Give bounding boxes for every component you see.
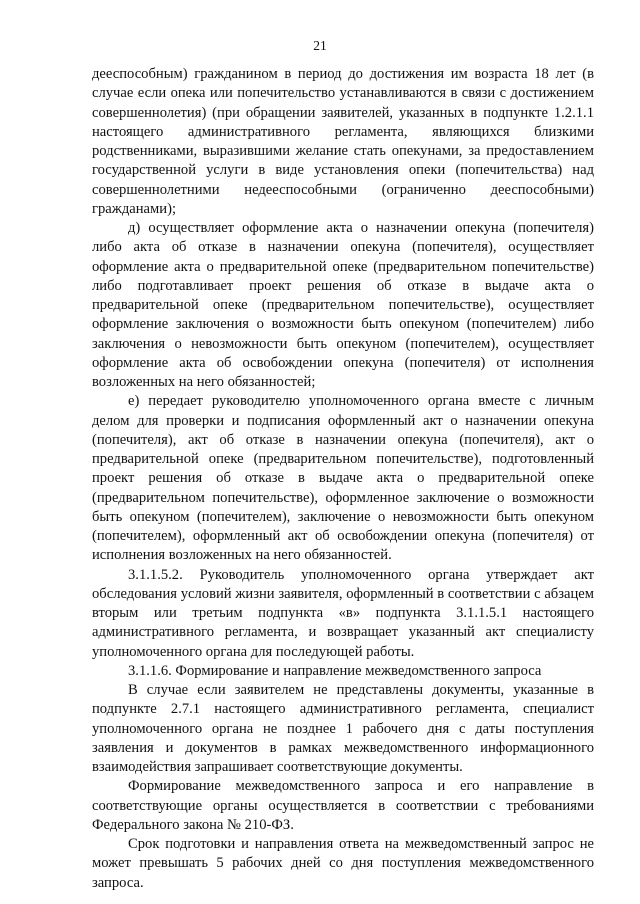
paragraph-3-1-1-5-2: 3.1.1.5.2. Руководитель уполномоченного органа утверждает акт обследования условий жизни заявителя, оформленный в соответствии с абзацем вторым или третьим подпункта «в» подпункта 3.1.1.5.1 настоящего административного регламента, и возвращает указанный акт специалисту уполномоченного органа для последующей работы. (92, 566, 594, 660)
document-body (92, 65, 594, 893)
section-heading-3-1-1-6: 3.1.1.6. Формирование и направление межведомственного запроса (128, 662, 542, 679)
page-number: 21 (313, 38, 327, 53)
paragraph-request-formation: Формирование межведомственного запроса и его направление в соответствующие органы осуществляется в соответствии с требованиями Федерального закона № 210-ФЗ. (92, 778, 594, 833)
paragraph-response-deadline: Срок подготовки и направления ответа на межведомственный запрос не может превышать 5 рабочих дней со дня поступления межведомственного запроса. (92, 836, 594, 891)
paragraph-continuation: дееспособным) гражданином в период до достижения им возраста 18 лет (в случае если опека или попечительство устанавливаются в связи с достижением совершеннолетия) (при обращении заявителей, указанных в подпункте 1.2.1.1 настоящего административного регламента, являющихся близкими родственниками, выразившими желание стать опекунами, за предоставлением государственной услуги в виде установления опеки (попечительства) над совершеннолетними недееспособными (ограниченно дееспособными) гражданами); (92, 66, 594, 217)
paragraph-item-d: д) осуществляет оформление акта о назначении опекуна (попечителя) либо акта об отказе в назначении опекуна (попечителя), осуществляет оформление акта о предварительной опеке (предварительном попечительстве) либо подготавливает проект решения об отказе в выдаче акта о предварительной опеке (предварительном попечительстве), осуществляет оформление заключения о возможности быть опекуном (попечителем) либо заключения о невозможности быть опекуном (попечителем), осуществляет оформление акта об освобождении опекуна (попечителя) от исполнения возложенных на него обязанностей; (92, 220, 594, 390)
paragraph-item-e: е) передает руководителю уполномоченного органа вместе с личным делом для проверки и подписания оформленный акт о назначении опекуна (попечителя), акт об отказе в назначении опекуна (попечителя), акт о предварительной опеке (предварительном попечительстве), подготовленный проект решения об отказе в выдаче акта о предварительной опеке (предварительном попечительстве), оформленное заключение о возможности быть опекуном (попечителем), заключение о невозможности быть опекуном (попечителем), оформленный акт об освобождении опекуна (попечителя) от исполнения возложенных на него обязанностей. (92, 393, 594, 564)
paragraph-missing-documents: В случае если заявителем не представлены документы, указанные в подпункте 2.7.1 настоящего административного регламента, специалист уполномоченного органа не позднее 1 рабочего дня с даты поступления заявления и документов в рамках межведомственного информационного взаимодействия запрашивает соответствующие документы. (92, 682, 594, 775)
